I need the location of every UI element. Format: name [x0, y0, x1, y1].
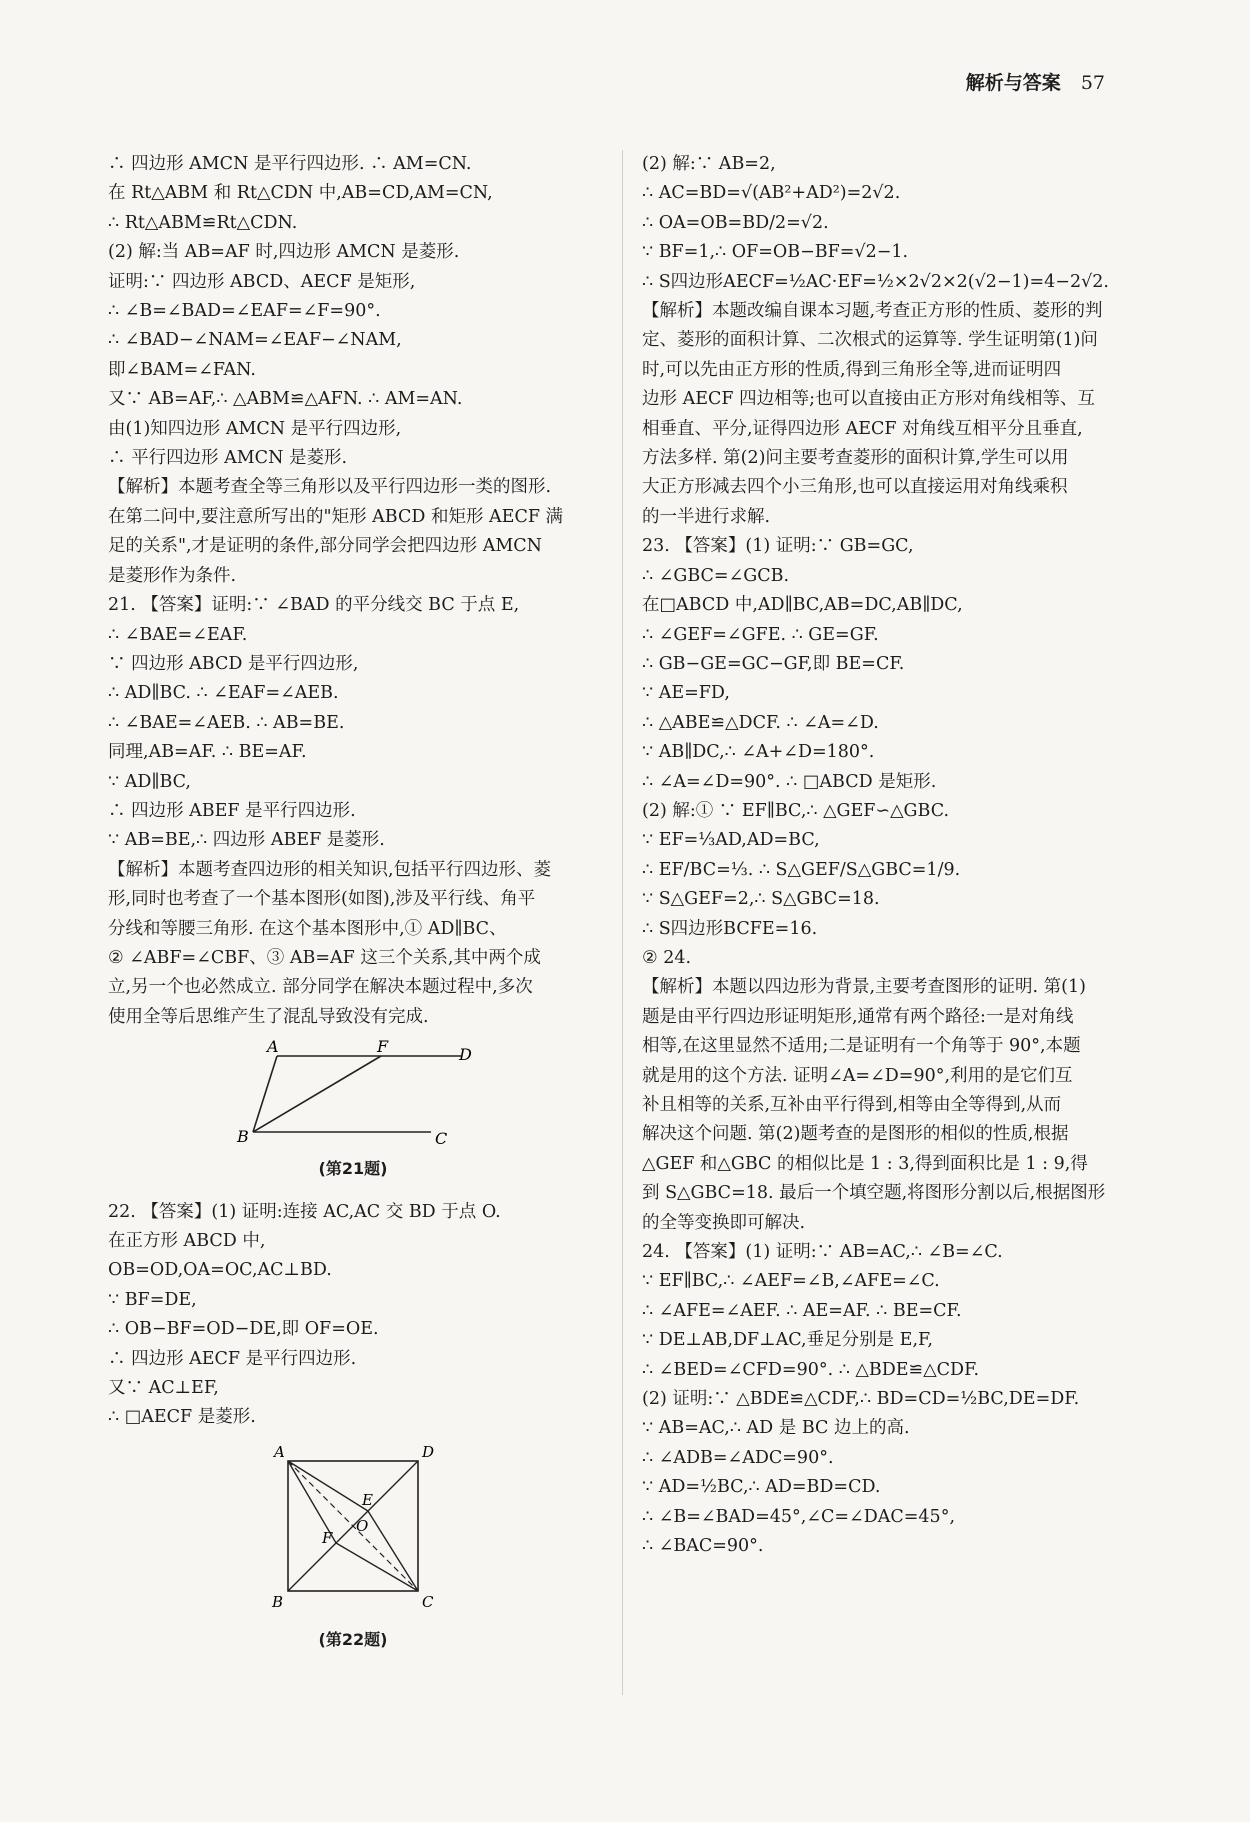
text-line: 在 Rt△ABM 和 Rt△CDN 中,AB=CD,AM=CN, — [108, 183, 493, 204]
text-line: 是菱形作为条件. — [108, 565, 237, 586]
text-line: 解决这个问题. 第(2)题考查的是图形的相似的性质,根据 — [642, 1124, 1069, 1145]
header-title: 解析与答案 — [965, 72, 1061, 94]
fig21-label-c: C — [435, 1129, 448, 1149]
text-line: ∴ ∠B=∠BAD=∠EAF=∠F=90°. — [108, 301, 381, 322]
text-line: ∵ 四边形 ABCD 是平行四边形, — [108, 653, 359, 674]
text-line: (2) 解:① ∵ EF∥BC,∴ △GEF∽△GBC. — [642, 800, 950, 821]
text-line: 在第二问中,要注意所写出的"矩形 ABCD 和矩形 AECF 满 — [108, 506, 564, 527]
text-line: (2) 证明:∵ △BDE≌△CDF,∴ BD=CD=½BC,DE=DF. — [642, 1389, 1080, 1410]
text-line: ∴ EF/BC=⅓. ∴ S△GEF/S△GBC=1/9. — [642, 859, 961, 880]
text-line: (2) 解:∵ AB=2, — [642, 154, 776, 174]
text-line: 就是用的这个方法. 证明∠A=∠D=90°,利用的是它们互 — [642, 1065, 1073, 1086]
text-line: ∵ BF=1,∴ OF=OB−BF=√2−1. — [642, 242, 909, 263]
text-line: 到 S△GBC=18. 最后一个填空题,将图形分割以后,根据图形 — [642, 1183, 1106, 1204]
text-line: 即∠BAM=∠FAN. — [108, 359, 256, 380]
text-line: ∵ AE=FD, — [642, 683, 730, 704]
text-line: ∴ 四边形 ABEF 是平行四边形. — [108, 800, 356, 821]
figure-22 — [258, 1441, 448, 1621]
text-line: ∴ ∠AFE=∠AEF. ∴ AE=AF. ∴ BE=CF. — [642, 1300, 962, 1321]
fig22-label-f: F — [322, 1528, 333, 1547]
text-line: ② 24. — [642, 947, 692, 968]
text-line: 21. 【答案】证明:∵ ∠BAD 的平分线交 BC 于点 E, — [108, 595, 520, 616]
text-line: OB=OD,OA=OC,AC⊥BD. — [108, 1260, 332, 1281]
text-line: 同理,AB=AF. ∴ BE=AF. — [108, 742, 307, 763]
text-line: 定、菱形的面积计算、二次根式的运算等. 学生证明第(1)问 — [642, 330, 1098, 351]
text-line: ∴ 四边形 AECF 是平行四边形. — [108, 1348, 357, 1369]
fig22-label-b: B — [272, 1592, 284, 1611]
fig22-label-a: A — [274, 1442, 285, 1461]
text-line: 相等,在这里显然不适用;二是证明有一个角等于 90°,本题 — [642, 1036, 1081, 1057]
text-line: ∵ AD=½BC,∴ AD=BD=CD. — [642, 1477, 881, 1498]
text-line: (2) 解:当 AB=AF 时,四边形 AMCN 是菱形. — [108, 242, 460, 263]
text-line: 的全等变换即可解决. — [642, 1212, 806, 1233]
text-line: ∴ OB−BF=OD−DE,即 OF=OE. — [108, 1319, 379, 1340]
text-line: ∵ AB=AC,∴ AD 是 BC 边上的高. — [642, 1418, 910, 1439]
text-line: 形,同时也考查了一个基本图形(如图),涉及平行线、角平 — [108, 889, 536, 910]
text-line: ∴ 平行四边形 AMCN 是菱形. — [108, 448, 348, 469]
text-line: 时,可以先由正方形的性质,得到三角形全等,进而证明四 — [642, 359, 1062, 380]
text-line: 【解析】本题考查全等三角形以及平行四边形一类的图形. — [108, 477, 552, 498]
text-line: ∴ GB−GE=GC−GF,即 BE=CF. — [642, 653, 905, 674]
fig22-label-c: C — [422, 1592, 434, 1611]
text-line: 23. 【答案】(1) 证明:∵ GB=GC, — [642, 536, 914, 557]
fig21-label-a: A — [267, 1040, 279, 1057]
text-line: ② ∠ABF=∠CBF、③ AB=AF 这三个关系,其中两个成 — [108, 947, 541, 968]
text-line: ∴ ∠BAE=∠AEB. ∴ AB=BE. — [108, 712, 345, 733]
right-text-block — [642, 150, 1142, 1562]
text-line: ∵ BF=DE, — [108, 1289, 197, 1310]
text-line: 证明:∵ 四边形 ABCD、AECF 是矩形, — [108, 271, 416, 292]
figure-21 — [233, 1040, 473, 1150]
text-line: ∴ AD∥BC. ∴ ∠EAF=∠AEB. — [108, 683, 339, 704]
text-line: 【解析】本题改编自课本习题,考查正方形的性质、菱形的判 — [642, 301, 1103, 322]
text-line: ∴ △ABE≌△DCF. ∴ ∠A=∠D. — [642, 712, 879, 733]
text-line: 【解析】本题考查四边形的相关知识,包括平行四边形、菱 — [108, 859, 552, 880]
text-line: 分线和等腰三角形. 在这个基本图形中,① AD∥BC、 — [108, 918, 507, 939]
text-line: ∵ AB=BE,∴ 四边形 ABEF 是菱形. — [108, 830, 385, 851]
text-line: 在□ABCD 中,AD∥BC,AB=DC,AB∥DC, — [642, 595, 963, 616]
text-line: ∴ 四边形 AMCN 是平行四边形. ∴ AM=CN. — [108, 154, 472, 174]
text-line: ∴ OA=OB=BD/2=√2. — [642, 212, 829, 233]
left-text-block-b — [108, 1198, 598, 1433]
text-line: 24. 【答案】(1) 证明:∵ AB=AC,∴ ∠B=∠C. — [642, 1242, 1003, 1263]
text-line: ∴ AC=BD=√(AB²+AD²)=2√2. — [642, 183, 901, 204]
text-line: ∴ ∠GBC=∠GCB. — [642, 565, 790, 586]
page-number: 57 — [1080, 72, 1105, 94]
text-line: 在正方形 ABCD 中, — [108, 1231, 266, 1251]
fig21-label-f: F — [377, 1040, 389, 1057]
page-header — [966, 68, 1105, 95]
text-line: ∵ S△GEF=2,∴ S△GBC=18. — [642, 889, 880, 910]
left-text-block-a — [108, 150, 598, 1032]
right-column — [642, 150, 1142, 1562]
text-line: ∴ ∠GEF=∠GFE. ∴ GE=GF. — [642, 624, 879, 645]
text-line: ∵ AB∥DC,∴ ∠A+∠D=180°. — [642, 742, 875, 763]
left-column — [108, 150, 598, 1668]
text-line: 使用全等后思维产生了混乱导致没有完成. — [108, 1006, 429, 1027]
text-line: ∴ S四边形BCFE=16. — [642, 918, 818, 939]
figure-21-caption: (第21题) — [318, 1159, 388, 1179]
text-line: ∴ ∠ADB=∠ADC=90°. — [642, 1447, 834, 1468]
text-line: 足的关系",才是证明的条件,部分同学会把四边形 AMCN — [108, 536, 542, 557]
text-line: ∵ AD∥BC, — [108, 771, 191, 792]
text-line: 又∵ AC⊥EF, — [108, 1378, 219, 1399]
text-line: 相垂直、平分,证得四边形 AECF 对角线互相平分且垂直, — [642, 418, 1083, 439]
text-line: 题是由平行四边形证明矩形,通常有两个路径:一是对角线 — [642, 1006, 1074, 1027]
fig22-label-o: O — [356, 1516, 369, 1535]
text-line: ∴ ∠B=∠BAD=45°,∠C=∠DAC=45°, — [642, 1506, 956, 1527]
text-line: ∴ ∠BED=∠CFD=90°. ∴ △BDE≌△CDF. — [642, 1359, 980, 1380]
text-line: 由(1)知四边形 AMCN 是平行四边形, — [108, 418, 402, 439]
text-line: 补且相等的关系,互补由平行得到,相等由全等得到,从而 — [642, 1095, 1062, 1115]
text-line: ∵ DE⊥AB,DF⊥AC,垂足分别是 E,F, — [642, 1330, 933, 1351]
column-divider — [622, 150, 623, 1695]
text-line: 【解析】本题以四边形为背景,主要考查图形的证明. 第(1) — [642, 977, 1086, 998]
fig21-label-d: D — [459, 1045, 472, 1065]
text-line: 边形 AECF 四边相等;也可以直接由正方形对角线相等、互 — [642, 389, 1095, 410]
text-line: ∵ EF=⅓AD,AD=BC, — [642, 830, 820, 851]
text-line: 22. 【答案】(1) 证明:连接 AC,AC 交 BD 于点 O. — [108, 1201, 501, 1222]
text-line: ∴ ∠BAE=∠EAF. — [108, 624, 248, 645]
text-line: 又∵ AB=AF,∴ △ABM≌△AFN. ∴ AM=AN. — [108, 389, 463, 410]
figure-22-caption: (第22题) — [318, 1629, 388, 1649]
text-line: 的一半进行求解. — [642, 506, 771, 527]
text-line: ∴ □AECF 是菱形. — [108, 1407, 256, 1428]
text-line: ∴ ∠BAC=90°. — [642, 1536, 764, 1557]
text-line: 大正方形减去四个小三角形,也可以直接运用对角线乘积 — [642, 477, 1068, 498]
text-line: ∴ ∠BAD−∠NAM=∠EAF−∠NAM, — [108, 330, 402, 351]
fig22-label-e: E — [362, 1490, 373, 1509]
text-line: ∴ ∠A=∠D=90°. ∴ □ABCD 是矩形. — [642, 771, 937, 792]
text-line: 立,另一个也必然成立. 部分同学在解决本题过程中,多次 — [108, 977, 533, 998]
text-line: ∴ S四边形AECF=½AC·EF=½×2√2×2(√2−1)=4−2√2. — [642, 271, 1109, 292]
fig21-label-b: B — [237, 1127, 249, 1147]
text-line: △GEF 和△GBC 的相似比是 1 : 3,得到面积比是 1 : 9,得 — [642, 1153, 1088, 1174]
fig22-label-d: D — [422, 1442, 435, 1461]
text-line: ∴ Rt△ABM≌Rt△CDN. — [108, 212, 298, 233]
text-line: 方法多样. 第(2)问主要考查菱形的面积计算,学生可以用 — [642, 448, 1069, 469]
text-line: ∵ EF∥BC,∴ ∠AEF=∠B,∠AFE=∠C. — [642, 1271, 940, 1292]
